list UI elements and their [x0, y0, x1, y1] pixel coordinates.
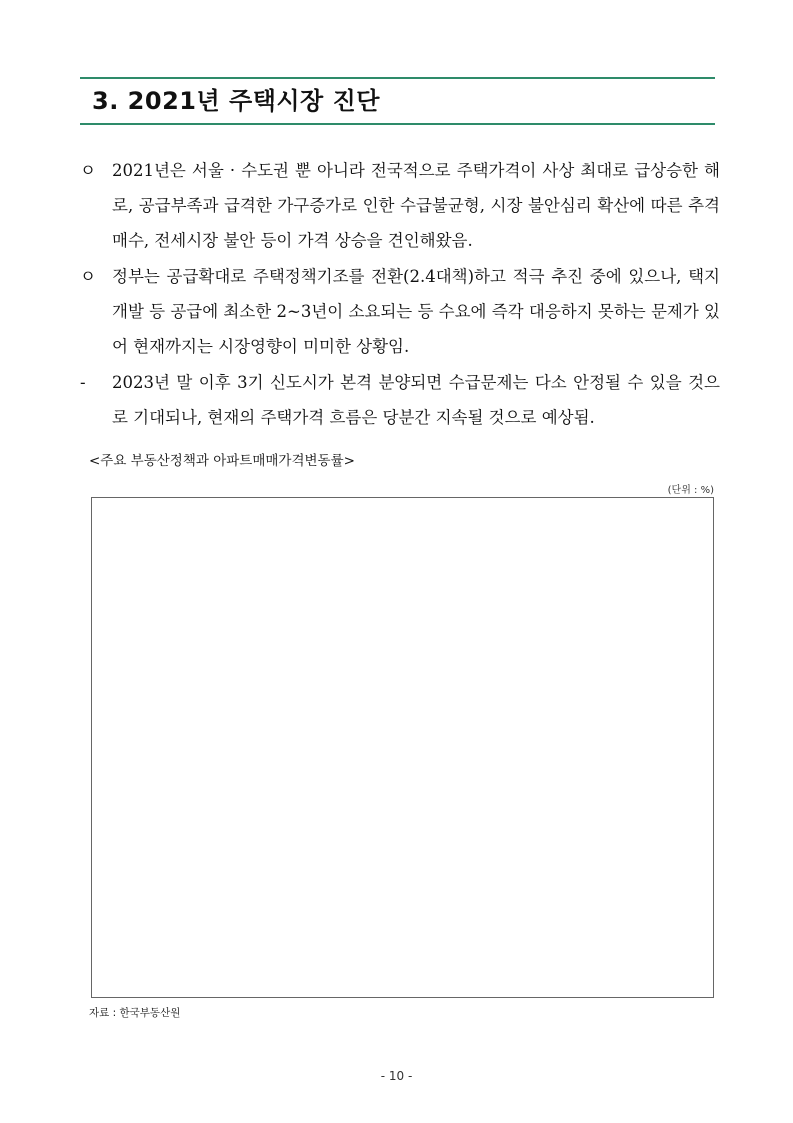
figure-source: 자료 : 한국부동산원	[89, 1007, 181, 1019]
figure-caption: <주요 부동산정책과 아파트매매가격변동률>	[89, 453, 355, 469]
bullet-marker: ㅇ	[80, 161, 96, 180]
bullet-text: 2021년은 서울 · 수도권 뿐 아니라 전국적으로 주택가격이 사상 최대로 급상승한 해로, 공급부족과 급격한 가구증가로 인한 수급불균형, 시장 불안심리 확산에 따른 추격매수, 전세시장 불안 등이 가격 상승을 견인해왔음.	[112, 161, 720, 250]
figure-frame	[91, 497, 714, 998]
bullet-marker: ㅇ	[80, 267, 96, 286]
bullet-text: 정부는 공급확대로 주택정책기조를 전환(2.4대책)하고 적극 추진 중에 있으나, 택지개발 등 공급에 최소한 2~3년이 소요되는 등 수요에 즉각 대응하지 못하는 문제가 있어 현재까지는 시장영향이 미미한 상황임.	[112, 267, 720, 356]
sub-bullet-text: 2023년 말 이후 3기 신도시가 본격 분양되면 수급문제는 다소 안정될 수 있을 것으로 기대되나, 현재의 주택가격 흐름은 당분간 지속될 것으로 예상됨.	[112, 373, 720, 427]
sub-bullet-paragraph	[80, 365, 720, 435]
section-heading	[80, 77, 715, 125]
figure-unit: (단위 : %)	[667, 485, 714, 496]
bullet-paragraph-2	[80, 259, 720, 364]
heading-bottom-rule	[80, 123, 715, 125]
dash-marker: -	[80, 373, 86, 392]
bullet-paragraph-1	[80, 153, 720, 258]
page-number: - 10 -	[380, 1069, 413, 1083]
section-title: 3. 2021년 주택시장 진단	[92, 87, 380, 115]
